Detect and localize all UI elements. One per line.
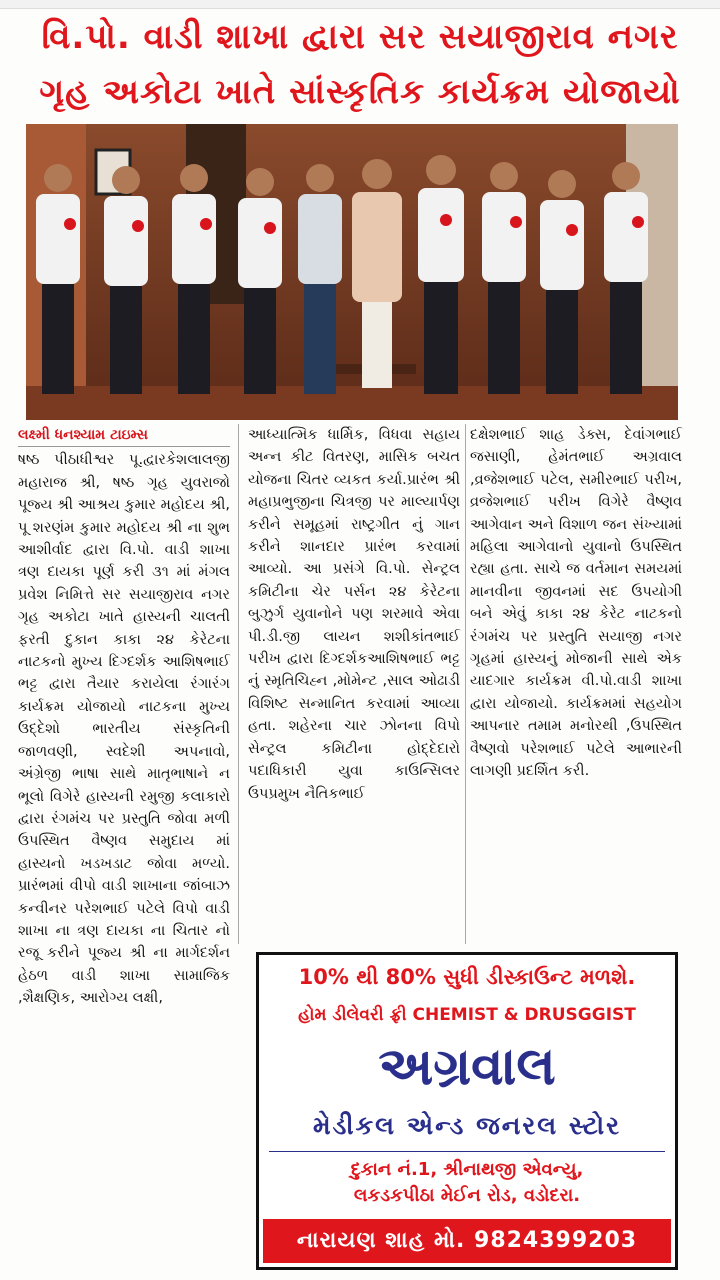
article-column-1	[18, 424, 230, 1010]
article-column-2	[248, 424, 460, 805]
article-text-3: દક્ષેશભાઈ શાહ ડેક્સ, દેવાંગભાઈ જસાણી, હેમંતભાઈ અગ્રવાલ ,વ્રજેશભાઈ પટેલ, સમીરભાઈ પરીખ, વ્રજેશભાઈ પરીખ વિગેરે વૈષ્ણવ આગેવાન અને વિશાળ જન સંખ્યામાં મહિલા આગેવાનો યુવાનો ઉપસ્થિત રહ્યા હતા. સાચે જ વર્તમાન સમયમાં માનવીના જીવનમાં સદ ઉપયોગી બને એવું કાકા ૨૪ કેરેટ નાટકનો રંગમંચ પર પ્રસ્તુતિ સયાજી નગર ગૃહમાં હાસ્યનું મોજાની સાથે એક યાદગાર કાર્યક્રમ વી.પો.વાડી શાખા દ્વારા યોજાયો. કાર્યક્રમમાં સહયોગ આપનાર તમામ મનોરથી ,ઉપસ્થિત વૈષ્ણવો પરેશભાઈ પટેલે આભારની લાગણી પ્રદર્શિત કરી.	[470, 427, 682, 780]
ad-address	[259, 1157, 675, 1209]
advertisement	[256, 952, 678, 1270]
headline-line-2: ગૃહ અકોટા ખાતે સાંસ્કૃતિક કાર્યક્રમ યોજાયો	[39, 72, 681, 112]
ad-address-line-2: લકડકપીઠા મેઈન રોડ, વડોદરા.	[353, 1185, 581, 1206]
article-text-2: આધ્યાત્મિક ધાર્મિક, વિધવા સહાય અન્ન કીટ વિતરણ, માસિક બચત યોજના ચિતર વ્યકત કર્યા.પ્રારંભ શ્રી મહાપ્રભુજીના ચિત્રજી પર માલ્યાર્પણ કરીને સમૂહમાં રાષ્ટ્રગીત નું ગાન કરીને શાનદાર પ્રારંભ કરવામાં આવ્યો. આ પ્રસંગે વિ.પો. સેન્ટ્રલ કમિટીના ચેર પર્સન ૨૪ કેરેટના બુઝુર્ગ યુવાનોને પણ શરમાવે એવા પી.ડી.જી લાયન શશીકાંતભાઈ પરીખ દ્વારા દિગ્દર્શકઆશિષભાઈ ભટ્ટ નું સ્મૃતિચિહ્ન ,મોમેન્ટ ,સાલ ઓઢાડી વિશિષ્ટ સન્માનિત કરવામાં આવ્યા હતા. શહેરના ચાર ઝોનના વિપો સેન્ટ્રલ કમિટીના હોદ્દેદારો પદાધિકારી યુવા કાઉન્સિલર ઉપપ્રમુખ નૈતિકભાઈ	[248, 427, 460, 802]
group-photo-illustration	[26, 124, 678, 420]
ad-brand: અગ્રવાલ	[378, 1037, 556, 1097]
ad-delivery: હોમ ડીલેવરી ફ્રી CHEMIST & DRUSGGIST	[298, 1005, 636, 1025]
ad-address-line-1: દુકાન નં.1, શ્રીનાથજી એવન્યુ,	[350, 1159, 584, 1180]
headline	[0, 10, 720, 120]
byline: લક્ષ્મી ધનશ્યામ ટાઇમ્સ	[18, 424, 230, 447]
column-divider	[238, 424, 239, 944]
ad-divider	[269, 1151, 665, 1152]
group-photo	[26, 124, 678, 420]
column-divider	[465, 424, 466, 944]
headline-line-1: વિ.પો. વાડી શાખા દ્વારા સર સયાજીરાવ નગર	[41, 17, 679, 57]
ad-store-name: મેડીકલ એન્ડ જનરલ સ્ટોર	[312, 1111, 621, 1140]
article-text-1: ષષ્ઠ પીઠાધીશ્વર પૂ.દ્વારકેશલાલજી મહારાજ શ્રી, ષષ્ઠ ગૃહ યુવરાજો પૂજ્ય શ્રી આશ્રય કુમાર મહોદય શ્રી, પૂ શરણંમ કુમાર મહોદય શ્રી ના શુભ આશીર્વાદ દ્વારા વિ.પો. વાડી શાખા ત્રણ દાયકા પૂર્ણ કરી ૩૧ માં મંગલ પ્રવેશ નિમિત્તે સર સયાજીરાવ નગર ગૃહ અકોટા ખાતે હાસ્યની ચાલતી ફરતી દુકાન કાકા ૨૪ કેરેટના નાટકનો મુખ્ય દિગ્દર્શક આશિષભાઈ ભટ્ટ દ્વારા તૈયાર કરાયેલા રંગારંગ કાર્યક્રમ યોજાયો નાટકના મુખ્ય ઉદ્દેશો ભારતીય સંસ્કૃતિની જાળવણી, સ્વદેશી અપનાવો, અંગ્રેજી ભાષા સાથે માતૃભાષાને ન ભૂલો વિગેરે હાસ્યની રમુજી કલાકારો દ્વારા રંગમંચ પર પ્રસ્તુતિ જોવા મળી ઉપસ્થિત વૈષ્ણવ સમુદાય માં હાસ્યનો ખડખડાટ જોવા મળ્યો. પ્રારંભમાં વીપો વાડી શાખાના જાંબાઝ કન્વીનર પરેશભાઈ પટેલે વિપો વાડી શાખા ના ત્રણ દાયકા ના ચિતાર નો રજૂ કરીને પૂજ્ય શ્રી ના માર્ગદર્શન હેઠળ વાડી શાખા સામાજિક ,શૈક્ષણિક, આરોગ્ય લક્ષી,	[18, 452, 230, 1007]
page-top-strip	[0, 0, 720, 9]
article-column-3	[470, 424, 682, 783]
ad-contact: નારાયણ શાહ મો. 9824399203	[263, 1219, 671, 1263]
ad-discount: 10% થી 80% સુધી ડીસ્કાઉન્ટ મળશે.	[298, 965, 636, 989]
